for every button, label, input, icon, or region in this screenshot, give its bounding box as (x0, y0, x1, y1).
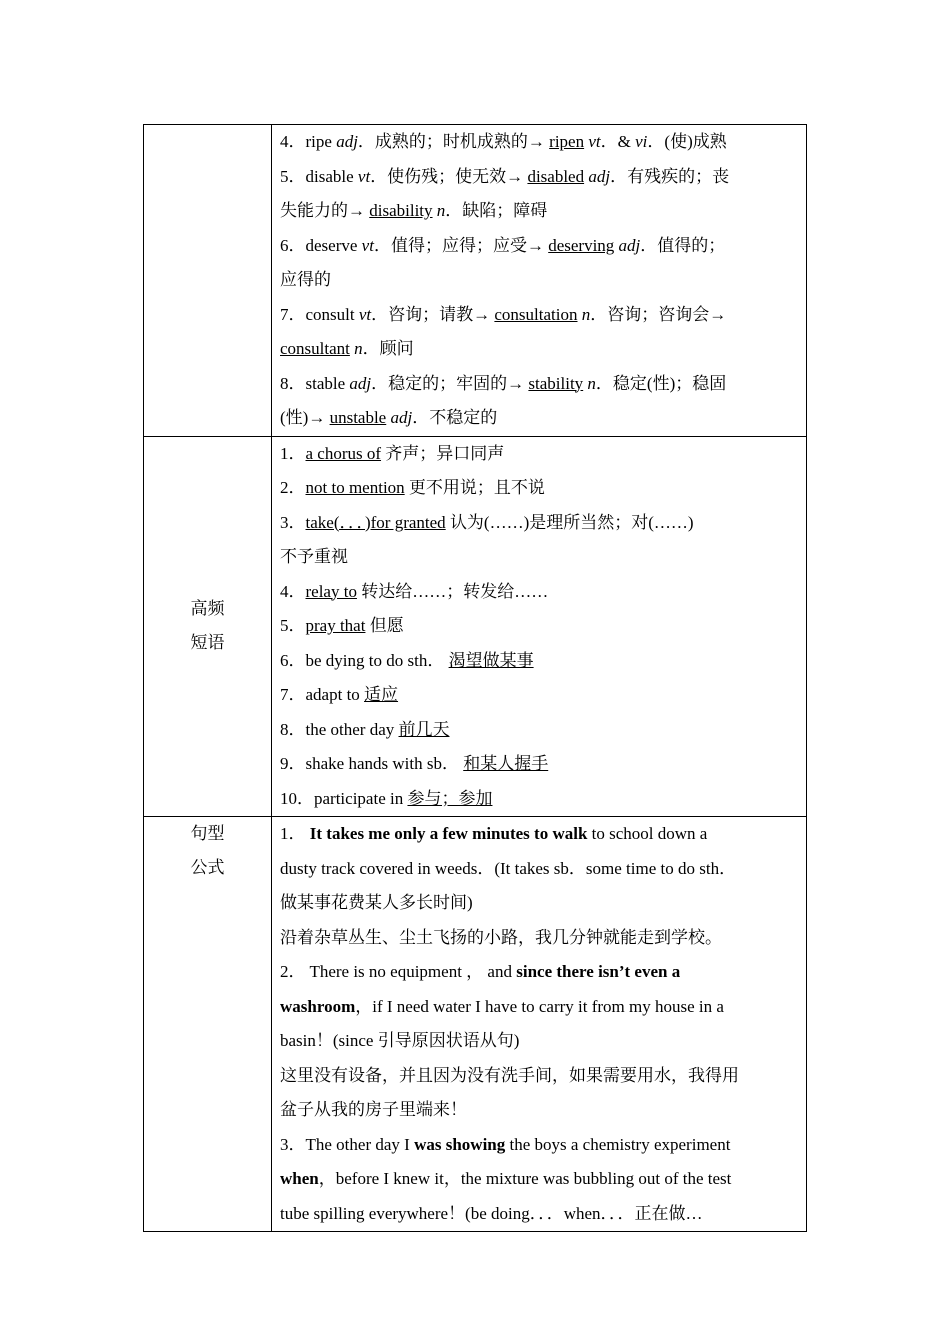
phrase-item (280, 609, 798, 644)
vocab-item (280, 125, 798, 160)
text-segment: disability (369, 201, 433, 220)
vocab-item (280, 160, 798, 229)
text-segment: ．稳定的；牢固的→ (371, 373, 529, 393)
phrase-item-line (280, 540, 798, 575)
vocabulary-content-cell (272, 125, 807, 437)
text-segment: a chorus of (305, 443, 382, 463)
text-segment: ．值得的； (640, 235, 726, 255)
text-segment: basin！(since 引导原因状语从句) (280, 1031, 520, 1050)
text-segment: unstable (329, 408, 387, 427)
text-segment: to school down a (587, 824, 708, 843)
vocab-item-line (280, 332, 798, 367)
text-segment: It takes me only a few minutes to walk (309, 824, 588, 843)
text-segment: ．成熟的；时机成熟的→ (357, 132, 550, 151)
phrases-label-cell (144, 436, 272, 817)
text-segment: n (354, 339, 363, 358)
sentence-item-line (280, 1197, 798, 1232)
vocab-item (280, 367, 798, 436)
text-segment: ．不稳定的 (412, 408, 498, 427)
text-segment: 认为(……)是理所当然；对(……) (445, 512, 694, 532)
vocabulary-row (144, 125, 807, 437)
text-segment: take(．．．)for granted (305, 512, 446, 532)
text-segment: ．使伤残；使无效→ (370, 166, 528, 186)
text-segment: 5． (280, 616, 306, 635)
text-segment: 4． (280, 581, 306, 601)
text-segment: 这里没有设备，并且因为没有洗手间，如果需要用水，我得用 (280, 1065, 739, 1085)
sentence-item-line (280, 1093, 798, 1128)
text-segment: 前几天 (398, 719, 450, 739)
text-segment: 3． (280, 512, 306, 532)
text-segment: deserving (548, 235, 615, 255)
phrase-item-line (280, 644, 798, 679)
sentence-item-line (280, 955, 798, 990)
text-segment: 4．ripe (280, 132, 337, 151)
text-segment: 做某事花费某人多长时间) (280, 893, 473, 912)
text-segment: adj (390, 408, 413, 427)
text-segment: ．稳定(性)；稳固 (595, 373, 727, 393)
text-segment: n (436, 201, 446, 220)
text-segment: disabled (527, 166, 585, 186)
phrase-item (280, 437, 798, 472)
sentence-item (280, 817, 798, 955)
text-segment: vi (635, 132, 648, 151)
text-segment: consultation (494, 304, 578, 324)
text-segment: 6．be dying to do sth． (280, 650, 449, 670)
text-segment: ．缺陷；障碍 (445, 201, 548, 220)
text-segment: ．值得；应得；应受→ (373, 235, 549, 255)
text-segment: vt (588, 132, 601, 151)
text-segment: 但愿 (365, 616, 404, 635)
text-segment: 更不用说；且不说 (404, 478, 545, 497)
phrase-item-line (280, 506, 798, 541)
phrase-item-line (280, 437, 798, 472)
text-segment: 渴望做某事 (448, 650, 534, 670)
text-segment: 1． (280, 824, 310, 843)
sentences-row (144, 817, 807, 1232)
text-segment: 应得的 (280, 270, 331, 289)
sentences-label-line1: 句型 (190, 824, 225, 843)
phrase-item (280, 575, 798, 610)
sentences-label-cell (144, 817, 272, 1232)
text-segment: 10．participate in (280, 788, 408, 808)
text-segment: n (587, 373, 596, 393)
text-segment: tube spilling everywhere！(be doing．．．when．．．正在做… (280, 1203, 703, 1223)
text-segment: not to mention (305, 478, 405, 497)
phrase-item-line (280, 713, 798, 748)
text-segment: vt (358, 304, 372, 324)
text-segment: ripen (549, 132, 585, 151)
text-segment: 参与；参加 (407, 788, 493, 808)
vocab-item-line (280, 367, 798, 402)
text-segment: adj (618, 235, 641, 255)
sentence-item (280, 1128, 798, 1232)
text-segment: ．(使)成熟 (647, 132, 727, 151)
phrase-item (280, 471, 798, 506)
phrase-item (280, 644, 798, 679)
sentence-item-line (280, 990, 798, 1025)
text-segment: 转达给……；转发给…… (356, 581, 549, 601)
sentence-item-line (280, 921, 798, 956)
text-segment: pray that (305, 616, 366, 635)
sentence-item-line (280, 1128, 798, 1163)
text-segment: 不予重视 (280, 547, 348, 566)
text-segment: was showing (414, 1134, 506, 1154)
vocab-item-line (280, 160, 798, 195)
phrase-item (280, 747, 798, 782)
text-segment: dusty track covered in weeds．(It takes sb．some time to do sth． (280, 858, 737, 878)
text-segment: 2． There is no equipment ， and (280, 962, 517, 981)
text-segment: 沿着杂草丛生、尘土飞扬的小路，我几分钟就能走到学校。 (280, 927, 722, 947)
sentence-item (280, 955, 798, 1128)
sentence-item-line (280, 886, 798, 921)
vocab-item-line (280, 401, 798, 436)
phrase-item (280, 713, 798, 748)
text-segment: ．& (600, 132, 636, 151)
text-segment: 6．deserve (280, 235, 362, 255)
text-segment: 适应 (364, 685, 399, 704)
phrases-content-cell (272, 436, 807, 817)
sentence-item-line (280, 1162, 798, 1197)
text-segment: 5．disable (280, 166, 358, 186)
text-segment: vt (357, 166, 371, 186)
text-segment: adj (336, 132, 358, 151)
vocab-item (280, 229, 798, 298)
phrase-item-line (280, 747, 798, 782)
text-segment: ，before I knew it，the mixture was bubbling out of the test (318, 1169, 732, 1188)
sentences-content-cell (272, 817, 807, 1232)
text-segment: 盆子从我的房子里端来！ (280, 1100, 467, 1119)
phrase-item-line (280, 609, 798, 644)
text-segment: adj (588, 166, 611, 186)
text-segment: when (280, 1169, 319, 1188)
text-segment: adj (349, 373, 372, 393)
vocab-item-line (280, 229, 798, 264)
phrase-item (280, 782, 798, 817)
text-segment: (性)→ (280, 408, 330, 427)
sentence-item-line (280, 1024, 798, 1059)
text-segment: 1． (280, 443, 306, 463)
phrases-row (144, 436, 807, 817)
text-segment: 3．The other day I (280, 1134, 415, 1154)
phrase-item (280, 678, 798, 713)
text-segment: ．咨询；咨询会→ (590, 304, 727, 324)
text-segment: vt (361, 235, 374, 255)
vocab-item-line (280, 125, 798, 160)
text-segment: 9．shake hands with sb． (280, 754, 464, 773)
vocab-item-line (280, 298, 798, 333)
phrases-label-line2: 短语 (190, 633, 225, 653)
text-segment: relay to (305, 581, 357, 601)
text-segment: 8．the other day (280, 719, 399, 739)
text-segment: 7．consult (280, 304, 359, 324)
text-segment: since there isn’t even a (516, 962, 681, 981)
phrase-item (280, 506, 798, 575)
phrase-item-line (280, 575, 798, 610)
text-segment: ．顾问 (362, 339, 414, 358)
sentence-item-line (280, 817, 798, 852)
phrases-label-line1: 高频 (190, 599, 225, 619)
text-segment: washroom (280, 996, 356, 1016)
vocabulary-table (143, 124, 807, 1232)
sentences-label-line2: 公式 (190, 858, 225, 877)
vocab-item-line (280, 194, 798, 229)
text-segment: stability (528, 373, 584, 393)
text-segment: 齐声；异口同声 (381, 443, 505, 463)
text-segment: the boys a chemistry experiment (505, 1134, 731, 1154)
text-segment: ，if I need water I have to carry it from my house in a (355, 996, 724, 1016)
text-segment: ．咨询；请教→ (371, 304, 495, 324)
text-segment: 7．adapt to (280, 685, 365, 704)
sentence-item-line (280, 1059, 798, 1094)
vocab-item (280, 298, 798, 367)
phrase-item-line (280, 678, 798, 713)
sentence-item-line (280, 852, 798, 887)
phrase-item-line (280, 471, 798, 506)
vocabulary-label-cell (144, 125, 272, 437)
text-segment: 和某人握手 (463, 754, 549, 773)
text-segment: n (581, 304, 591, 324)
vocab-item-line (280, 263, 798, 298)
phrase-item-line (280, 782, 798, 817)
text-segment: 失能力的→ (280, 201, 370, 220)
text-segment: consultant (280, 339, 350, 358)
text-segment: 2． (280, 478, 306, 497)
text-segment: ．有残疾的；丧 (610, 166, 730, 186)
text-segment: 8．stable (280, 373, 350, 393)
